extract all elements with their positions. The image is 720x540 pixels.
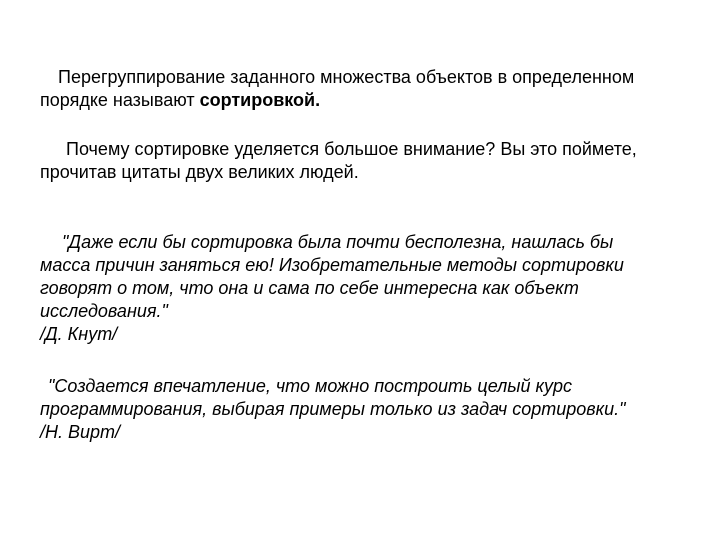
quote-wirth-line-1: "Создается впечатление, что можно построить целый курс	[48, 376, 573, 396]
term-sorting: сортировкой.	[199, 90, 321, 110]
quote-knuth-line-4: исследования."	[40, 301, 168, 321]
quote-knuth-line-2: масса причин заняться ею! Изобретательные методы сортировки	[40, 255, 624, 275]
intro-line-2	[40, 89, 705, 112]
quote-wirth	[40, 375, 705, 444]
quote-wirth-author: /Н. Вирт/	[40, 422, 121, 442]
quote-knuth	[40, 231, 705, 346]
quote-knuth-line-1: "Даже если бы сортировка была почти бесполезна, нашлась бы	[62, 232, 614, 252]
intro-paragraph	[40, 66, 705, 112]
question-paragraph	[40, 138, 705, 184]
intro-line-2-text: порядке называют	[40, 90, 200, 110]
question-line-1: Почему сортировке уделяется большое внимание? Вы это поймете,	[66, 139, 637, 159]
quote-knuth-author: /Д. Кнут/	[40, 324, 118, 344]
intro-line-1: Перегруппирование заданного множества объектов в определенном	[58, 67, 635, 87]
quote-knuth-line-3: говорят о том, что она и сама по себе интересна как объект	[40, 278, 579, 298]
question-line-2: прочитав цитаты двух великих людей.	[40, 162, 359, 182]
quote-wirth-line-2: программирования, выбирая примеры только из задач сортировки."	[40, 399, 626, 419]
